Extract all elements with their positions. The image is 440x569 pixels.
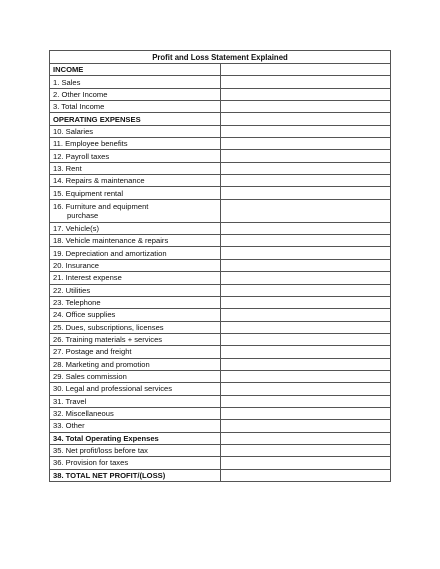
value-cell xyxy=(220,76,391,88)
value-cell xyxy=(220,222,391,234)
value-cell xyxy=(220,420,391,432)
value-cell xyxy=(220,444,391,456)
value-cell xyxy=(220,469,391,481)
row-label: 11. Employee benefits xyxy=(50,138,221,150)
row-label: 23. Telephone xyxy=(50,296,221,308)
table-row xyxy=(50,383,391,395)
row-label: 15. Equipment rental xyxy=(50,187,221,199)
table-row xyxy=(50,125,391,137)
title-row xyxy=(50,51,391,64)
table-row xyxy=(50,76,391,88)
value-cell xyxy=(220,395,391,407)
table-row xyxy=(50,358,391,370)
row-label: 14. Repairs & maintenance xyxy=(50,175,221,187)
row-label-line: 16. Furniture and equipment xyxy=(53,201,149,211)
row-label xyxy=(50,199,221,222)
statement-title: Profit and Loss Statement Explained xyxy=(50,51,391,64)
value-cell xyxy=(220,247,391,259)
table-row xyxy=(50,162,391,174)
row-label: 27. Postage and freight xyxy=(50,346,221,358)
table-row xyxy=(50,370,391,382)
value-cell xyxy=(220,101,391,113)
value-cell xyxy=(220,432,391,444)
row-label: 22. Utilities xyxy=(50,284,221,296)
table-row xyxy=(50,284,391,296)
value-cell xyxy=(220,259,391,271)
table-row xyxy=(50,199,391,222)
table-row xyxy=(50,222,391,234)
table-row xyxy=(50,457,391,469)
value-cell xyxy=(220,284,391,296)
row-label: 28. Marketing and promotion xyxy=(50,358,221,370)
value-cell xyxy=(220,309,391,321)
value-cell xyxy=(220,321,391,333)
table-row xyxy=(50,296,391,308)
table-row xyxy=(50,235,391,247)
table-row xyxy=(50,187,391,199)
row-label: 3. Total Income xyxy=(50,101,221,113)
row-label: 29. Sales commission xyxy=(50,370,221,382)
table-row xyxy=(50,346,391,358)
row-label: 17. Vehicle(s) xyxy=(50,222,221,234)
row-label: 2. Other Income xyxy=(50,88,221,100)
row-label: 20. Insurance xyxy=(50,259,221,271)
row-label: 1. Sales xyxy=(50,76,221,88)
row-label-line: purchase xyxy=(67,210,99,220)
value-cell xyxy=(220,199,391,222)
value-cell xyxy=(220,150,391,162)
row-label: 13. Rent xyxy=(50,162,221,174)
value-cell xyxy=(220,346,391,358)
row-label: 19. Depreciation and amortization xyxy=(50,247,221,259)
operating-expenses-header: OPERATING EXPENSES xyxy=(50,113,221,125)
table-row xyxy=(50,395,391,407)
total-net-profit-label: 38. TOTAL NET PROFIT/(LOSS) xyxy=(50,469,221,481)
table-row xyxy=(50,138,391,150)
table-row xyxy=(50,247,391,259)
value-cell xyxy=(220,358,391,370)
row-label: 26. Training materials + services xyxy=(50,333,221,345)
total-row xyxy=(50,432,391,444)
table-row xyxy=(50,444,391,456)
row-label: 33. Other xyxy=(50,420,221,432)
table-row xyxy=(50,333,391,345)
table-row xyxy=(50,150,391,162)
row-label: 24. Office supplies xyxy=(50,309,221,321)
value-cell xyxy=(220,88,391,100)
table-row xyxy=(50,321,391,333)
row-label: 21. Interest expense xyxy=(50,272,221,284)
table-row xyxy=(50,309,391,321)
value-cell xyxy=(220,64,391,76)
value-cell xyxy=(220,235,391,247)
table-row xyxy=(50,272,391,284)
value-cell xyxy=(220,383,391,395)
row-label: 25. Dues, subscriptions, licenses xyxy=(50,321,221,333)
table-row xyxy=(50,175,391,187)
table-row xyxy=(50,420,391,432)
value-cell xyxy=(220,370,391,382)
row-label: 32. Miscellaneous xyxy=(50,407,221,419)
row-label: 36. Provision for taxes xyxy=(50,457,221,469)
row-label: 30. Legal and professional services xyxy=(50,383,221,395)
row-label: 12. Payroll taxes xyxy=(50,150,221,162)
profit-loss-table xyxy=(49,50,391,482)
table-row xyxy=(50,101,391,113)
table-row xyxy=(50,88,391,100)
row-label: 31. Travel xyxy=(50,395,221,407)
value-cell xyxy=(220,407,391,419)
section-header-row xyxy=(50,64,391,76)
section-header-row xyxy=(50,113,391,125)
value-cell xyxy=(220,457,391,469)
row-label: 10. Salaries xyxy=(50,125,221,137)
row-label: 18. Vehicle maintenance & repairs xyxy=(50,235,221,247)
value-cell xyxy=(220,125,391,137)
value-cell xyxy=(220,162,391,174)
value-cell xyxy=(220,113,391,125)
row-label: 35. Net profit/loss before tax xyxy=(50,444,221,456)
total-operating-expenses-label: 34. Total Operating Expenses xyxy=(50,432,221,444)
value-cell xyxy=(220,296,391,308)
value-cell xyxy=(220,272,391,284)
total-row xyxy=(50,469,391,481)
income-header: INCOME xyxy=(50,64,221,76)
table-row xyxy=(50,259,391,271)
value-cell xyxy=(220,138,391,150)
value-cell xyxy=(220,333,391,345)
value-cell xyxy=(220,175,391,187)
value-cell xyxy=(220,187,391,199)
table-row xyxy=(50,407,391,419)
